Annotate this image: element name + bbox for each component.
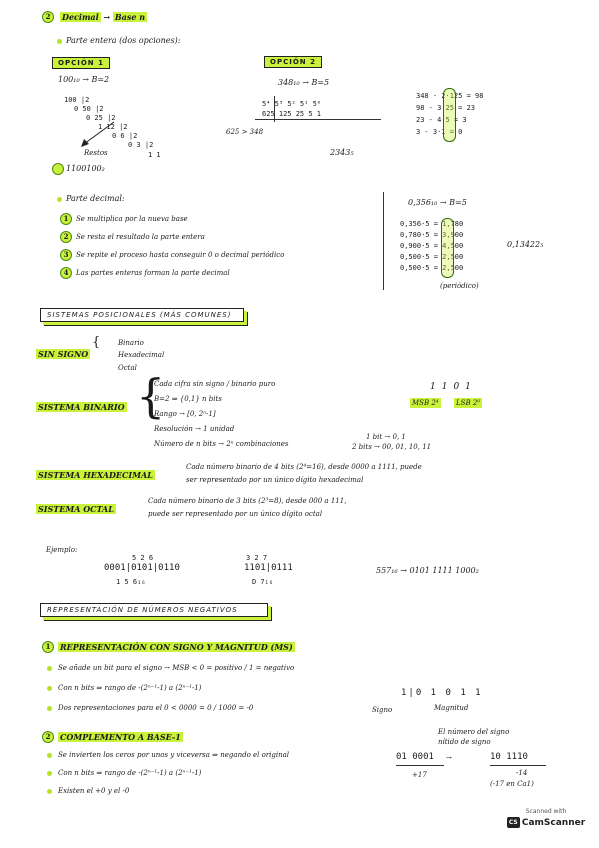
opt1-div: 0 6 |2 (112, 132, 138, 140)
camscanner-name: CamScanner (521, 817, 586, 828)
frac-row: 0,900·5 = 4,500 (400, 242, 464, 250)
section-number: 1 (42, 641, 54, 653)
digit-highlight (443, 88, 456, 142)
opt1-div: 1 12 |2 (98, 123, 128, 131)
ms-example: 1|0 1 0 1 1 (401, 688, 483, 698)
arrow-icon: → (446, 754, 452, 762)
s2-item: Existen el +0 y el -0 (58, 787, 130, 795)
section-number: 2 (42, 11, 54, 23)
bin-line: Número de n bits → 2ⁿ combinaciones (154, 440, 289, 448)
negative-header: REPRESENTACIÓN DE NÚMEROS NEGATIVOS (40, 603, 268, 617)
ex1-bottom: 1 5 6₁₆ (116, 578, 146, 586)
ex2-bits: 1101|0111 (244, 563, 293, 573)
opt2-row: 98 - 3·25 = 23 (416, 104, 476, 112)
bullet-icon (47, 753, 52, 758)
camscanner-caption: Scanned with (525, 808, 567, 815)
frac-title: Parte decimal: (66, 194, 125, 203)
s2-item: Se invierten los ceros por unos y viceversa ⇒ negando el original (58, 751, 290, 759)
opt2-row: 23 - 4·5 = 3 (416, 116, 467, 124)
positional-header: SISTEMAS POSICIONALES (MÁS COMUNES) (40, 308, 244, 322)
frac-row: 0,356·5 = 1,780 (400, 220, 464, 228)
opt1-result: 1100100₂ (66, 164, 105, 173)
ex2-bottom: D 7₁₆ (252, 578, 274, 586)
divider (383, 192, 384, 290)
digit-highlight (441, 218, 454, 278)
step-number: 3 (60, 249, 72, 261)
option1-label: OPCIÓN 1 (52, 57, 110, 69)
ex1-top: 5 2 6 (132, 554, 154, 562)
step-number: 1 (60, 213, 72, 225)
hex-text: Cada número binario de 4 bits (2⁴=16), desde 0000 a 1111, puede (186, 463, 422, 471)
lsb-label: LSB 2⁰ (456, 399, 481, 407)
ms-signo: Signo (372, 706, 393, 714)
ms-magnitud: Magnitud (434, 704, 469, 712)
hex-text: ser representado por un único dígito hexadecimal (186, 476, 364, 484)
bin-label: SISTEMA BINARIO (38, 402, 125, 412)
opt1-div: 1 1 (148, 151, 161, 159)
int-part-title: Parte entera (dos opciones): (66, 36, 181, 45)
bin-example: 1101 (430, 382, 477, 392)
bullet-icon (47, 666, 52, 671)
oct-label: SISTEMA OCTAL (38, 504, 114, 514)
bullet-icon (57, 39, 62, 44)
divider (274, 96, 275, 122)
msb-label: MSB 2⁴ (412, 399, 439, 407)
frac-result: 0,13422₅ (507, 240, 544, 249)
section-number: 2 (42, 731, 54, 743)
hex-label: SISTEMA HEXADECIMAL (38, 470, 153, 480)
frac-step: Se repite el proceso hasta conseguir 0 o decimal periódico (76, 251, 285, 259)
opt2-line1: 348₁₀ → B=5 (278, 78, 330, 87)
c1-b: 10 1110 (490, 752, 528, 762)
c1-a-val: +17 (412, 771, 427, 779)
c1-note: El número del signo nítido de signo (438, 728, 510, 746)
opt2-row: 348 - 2·125 = 98 (416, 92, 484, 100)
bin-side: 2 bits → 00, 01, 10, 11 (352, 443, 432, 451)
bullet-icon (47, 771, 52, 776)
restos-arrow-icon (78, 120, 118, 150)
opt2-row: 3 - 3·1 = 0 (416, 128, 463, 136)
result-marker-icon (52, 163, 64, 175)
ex3: 557₁₆ → 0101 1111 1000₂ (376, 566, 479, 575)
c1-a: 01 0001 (396, 752, 434, 762)
divider (490, 765, 546, 766)
ss-item: Hexadecimal (118, 351, 165, 359)
c1-b-val: -14 (516, 769, 528, 777)
ss-item: Octal (118, 364, 137, 372)
ex2-top: 3 2 7 (246, 554, 268, 562)
frac-row: 0,500·5 = 2,500 (400, 264, 464, 272)
section-title: Decimal → Base n (62, 12, 146, 22)
ss-item: Binario (118, 339, 144, 347)
camscanner-watermark (503, 808, 589, 840)
opt1-line1: 100₁₀ → B=2 (58, 75, 110, 84)
option2-label: OPCIÓN 2 (264, 56, 322, 68)
bin-line: B=2 ⇒ {0,1} n bits (154, 395, 222, 403)
frac-note: (periódico) (440, 282, 479, 290)
opt2-values: 625 125 25 5 1 (262, 110, 322, 118)
step-number: 4 (60, 267, 72, 279)
s1-item: Se añade un bit para el signo → MSB < 0 = positivo / 1 = negativo (58, 664, 295, 672)
s2-item: Con n bits ⇒ rango de -(2ⁿ⁻¹-1) a (2ⁿ⁻¹-1) (58, 769, 202, 777)
ex1-bits: 0001|0101|0110 (104, 563, 180, 573)
frac-row: 0,780·5 = 3,900 (400, 231, 464, 239)
opt1-restos: Restos (84, 149, 108, 157)
ejemplo-label: Ejemplo: (46, 546, 78, 554)
bin-line: Cada cifra sin signo / binario puro (154, 380, 276, 388)
opt2-result: 2343₅ (330, 148, 354, 157)
bullet-icon (47, 706, 52, 711)
bullet-icon (57, 197, 62, 202)
s1-item: Dos representaciones para el 0 < 0000 = 0 / 1000 = -0 (58, 704, 254, 712)
s1-item: Con n bits ⇒ rango de -(2ⁿ⁻¹-1) a (2ⁿ⁻¹-1) (58, 684, 202, 692)
brace-icon: { (136, 369, 166, 423)
frac-step: Se resta el resultado la parte entera (76, 233, 205, 241)
oct-text: puede ser representado por un único dígito octal (148, 510, 323, 518)
s1-title: REPRESENTACIÓN CON SIGNO Y MAGNITUD (MS) (60, 642, 293, 652)
bin-side: 1 bit → 0, 1 (366, 433, 406, 441)
frac-example-head: 0,356₁₀ → B=5 (408, 198, 467, 207)
opt1-div: 0 50 |2 (74, 105, 104, 113)
bullet-icon (47, 686, 52, 691)
opt1-div: 100 |2 (64, 96, 90, 104)
s2-title: COMPLEMENTO A BASE-1 (60, 732, 181, 742)
frac-row: 0,500·5 = 2,500 (400, 253, 464, 261)
bin-line: Resolución → 1 unidad (154, 425, 235, 433)
frac-step: Las partes enteras forman la parte decimal (76, 269, 230, 277)
sin-signo-label: SIN SIGNO (38, 349, 89, 359)
opt2-powers: 5⁴ 5³ 5² 5¹ 5⁰ (262, 100, 322, 108)
bullet-icon (47, 789, 52, 794)
opt1-div: 0 3 |2 (128, 141, 154, 149)
bin-line: Rango → [0, 2ⁿ-1] (154, 410, 216, 418)
frac-step: Se multiplica por la nueva base (76, 215, 188, 223)
oct-text: Cada número binario de 3 bits (2³=8), desde 000 a 111, (148, 497, 347, 505)
opt2-left: 625 > 348 (226, 128, 264, 136)
c1-b-note: (-17 en Ca1) (490, 780, 534, 788)
opt1-div: 0 25 |2 (86, 114, 116, 122)
divider (396, 765, 444, 766)
step-number: 2 (60, 231, 72, 243)
brace-icon: { (92, 335, 101, 350)
camscanner-brand (503, 817, 589, 828)
camscanner-logo-icon: CS (507, 817, 520, 828)
